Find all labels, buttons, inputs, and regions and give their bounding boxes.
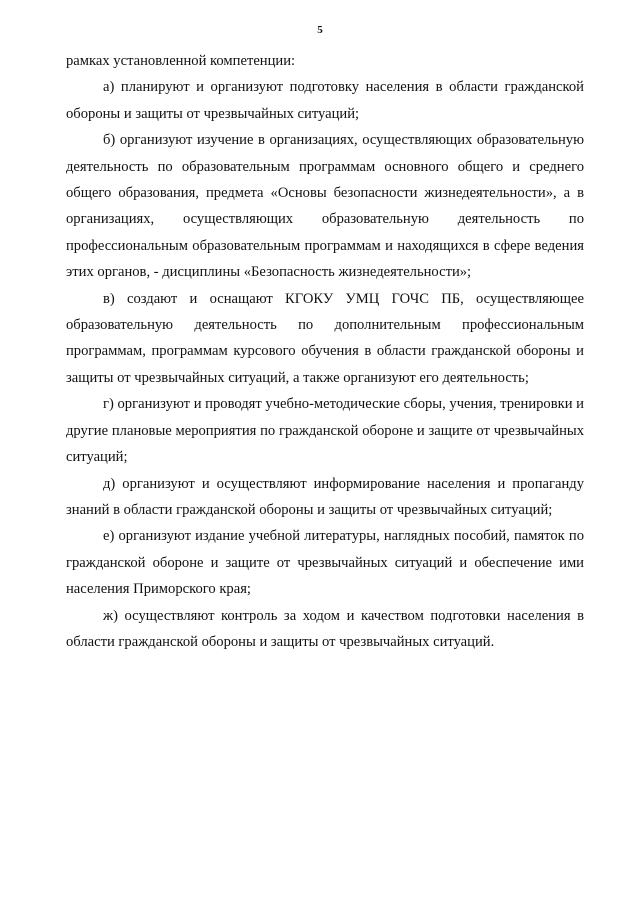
document-body bbox=[66, 48, 584, 655]
paragraph-zh: ж) осуществляют контроль за ходом и качеством подготовки населения в области гражданской обороны и защиты от чрезвычайных ситуаций. bbox=[66, 607, 584, 650]
paragraph-b: б) организуют изучение в организациях, осуществляющих образовательную деятельность по образовательным программам основного общего и среднего общего образования, предмета «Основы безопасности жизнедеятельности», а в организациях, осуществляющих образовательную деятельность по профессиональным образовательным программам и находящихся в сфере ведения этих органов, - дисциплины «Безопасность жизнедеятельности»; bbox=[66, 132, 584, 281]
paragraph-g: г) организуют и проводят учебно-методические сборы, учения, тренировки и другие плановые мероприятия по гражданской обороне и защите от чрезвычайных ситуаций; bbox=[66, 396, 584, 466]
paragraph-intro: рамках установленной компетенции: bbox=[66, 53, 296, 69]
paragraph-a: а) планируют и организуют подготовку населения в области гражданской обороны и защиты от чрезвычайных ситуаций; bbox=[66, 79, 584, 122]
paragraph-e: е) организуют издание учебной литературы, наглядных пособий, памяток по гражданской обороне и защите от чрезвычайных ситуаций и обеспечение ими населения Приморского края; bbox=[66, 528, 584, 598]
page-number: 5 bbox=[317, 24, 323, 36]
paragraph-v: в) создают и оснащают КГОКУ УМЦ ГОЧС ПБ, осуществляющее образовательную деятельность по дополнительным профессиональным программам, программам курсового обучения в области гражданской обороны и защиты от чрезвычайных ситуаций, а также организуют его деятельность; bbox=[66, 290, 584, 386]
paragraph-d: д) организуют и осуществляют информирование населения и пропаганду знаний в области гражданской обороны и защиты от чрезвычайных ситуаций; bbox=[66, 475, 584, 518]
